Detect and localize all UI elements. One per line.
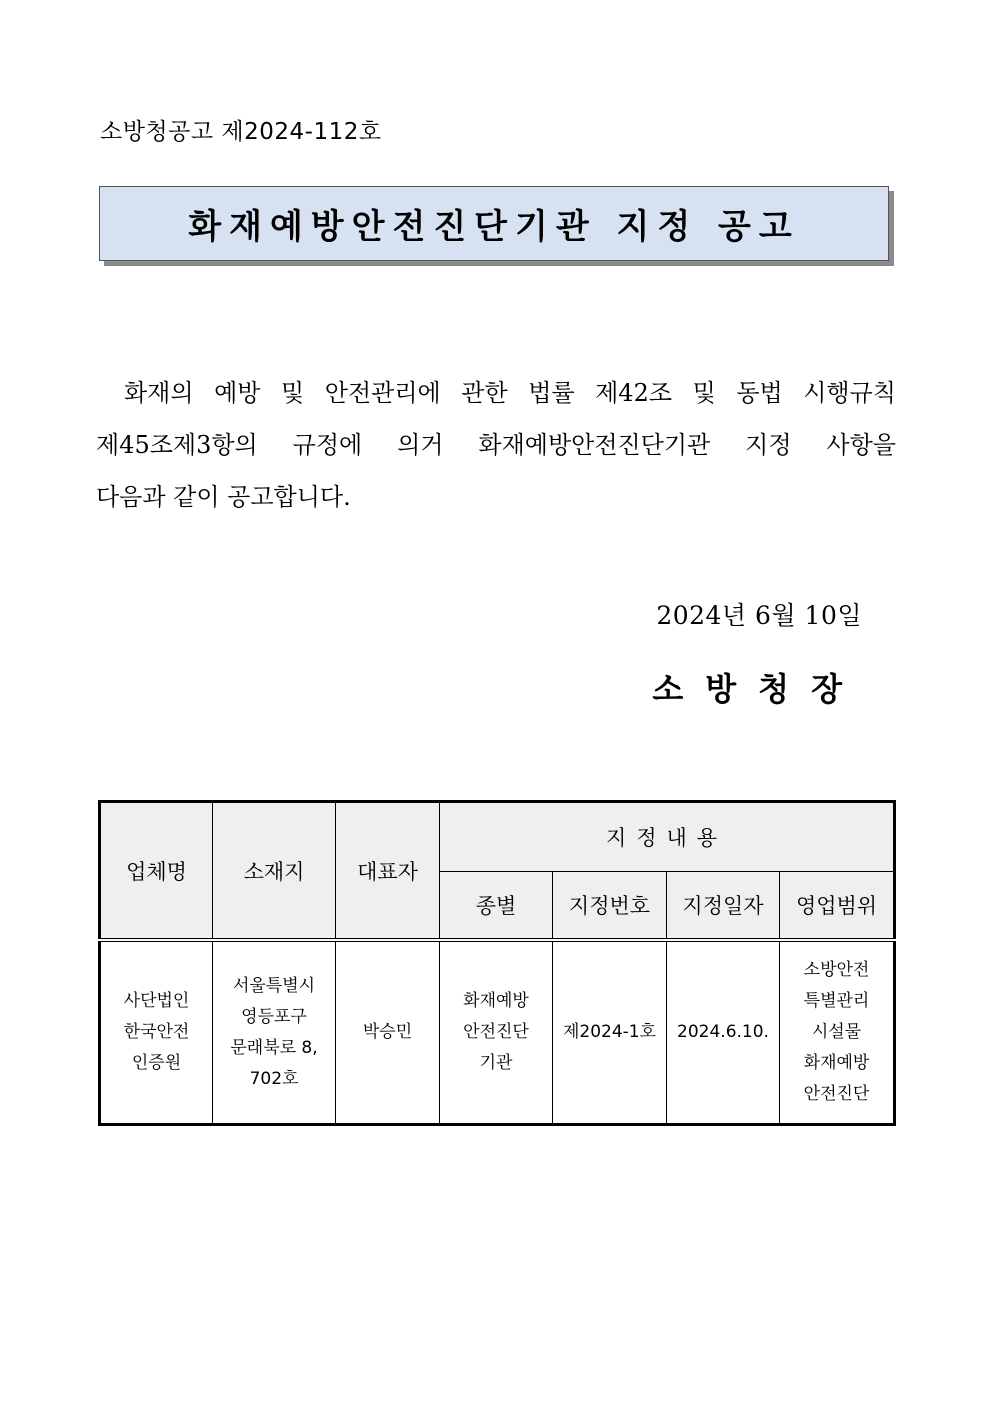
body-line-2: 제45조제3항의 규정에 의거 화재예방안전진단기관 지정 사항을: [96, 431, 896, 459]
body-line-3: 다음과 같이 공고합니다.: [96, 483, 351, 511]
cell-date: 2024.6.10.: [667, 940, 780, 1125]
header-designation-group: 지정내용: [440, 802, 895, 872]
cell-company-line: 한국안전: [123, 1022, 190, 1042]
cell-company-line: 인증원: [131, 1053, 182, 1073]
notice-date: 2024년 6월 10일: [656, 601, 862, 630]
table-row: [100, 940, 895, 1125]
cell-location-line: 영등포구: [241, 1006, 307, 1027]
cell-scope-line: 시설물: [811, 1022, 862, 1042]
cell-location-line: 서울특별시: [232, 975, 316, 996]
notice-number: 소방청공고 제2024-112호: [100, 119, 382, 145]
body-line-1: 화재의 예방 및 안전관리에 관한 법률 제42조 및 동법 시행규칙: [124, 379, 896, 407]
cell-location-line: 문래북로 8,: [230, 1037, 318, 1058]
signer: 소방청장: [652, 670, 864, 708]
cell-location: [213, 940, 336, 1125]
cell-company: [100, 940, 213, 1125]
header-location: 소재지: [213, 802, 336, 941]
cell-company-line: 사단법인: [123, 991, 190, 1011]
cell-type-line: 기관: [479, 1053, 513, 1073]
cell-type-line: 안전진단: [463, 1022, 529, 1042]
page-title: 화재예방안전진단기관 지정 공고: [188, 207, 800, 247]
header-number: 지정번호: [553, 872, 667, 941]
title-box: [99, 186, 889, 261]
cell-number: 제2024-1호: [553, 940, 667, 1125]
header-date: 지정일자: [667, 872, 780, 941]
cell-scope-line: 화재예방: [803, 1053, 870, 1073]
cell-scope-line: 특별관리: [803, 991, 870, 1011]
cell-type: [440, 940, 553, 1125]
cell-type-line: 화재예방: [463, 991, 529, 1011]
cell-location-line: 702호: [249, 1068, 299, 1089]
cell-scope-line: 안전진단: [803, 1084, 870, 1104]
cell-scope: [780, 940, 895, 1125]
header-type: 종별: [440, 872, 553, 941]
cell-representative: 박승민: [336, 940, 440, 1125]
header-representative: 대표자: [336, 802, 440, 941]
designation-table: [98, 800, 896, 1126]
notice-body: [96, 367, 896, 523]
cell-scope-line: 소방안전: [803, 960, 870, 980]
header-company: 업체명: [100, 802, 213, 941]
header-scope: 영업범위: [780, 872, 895, 941]
